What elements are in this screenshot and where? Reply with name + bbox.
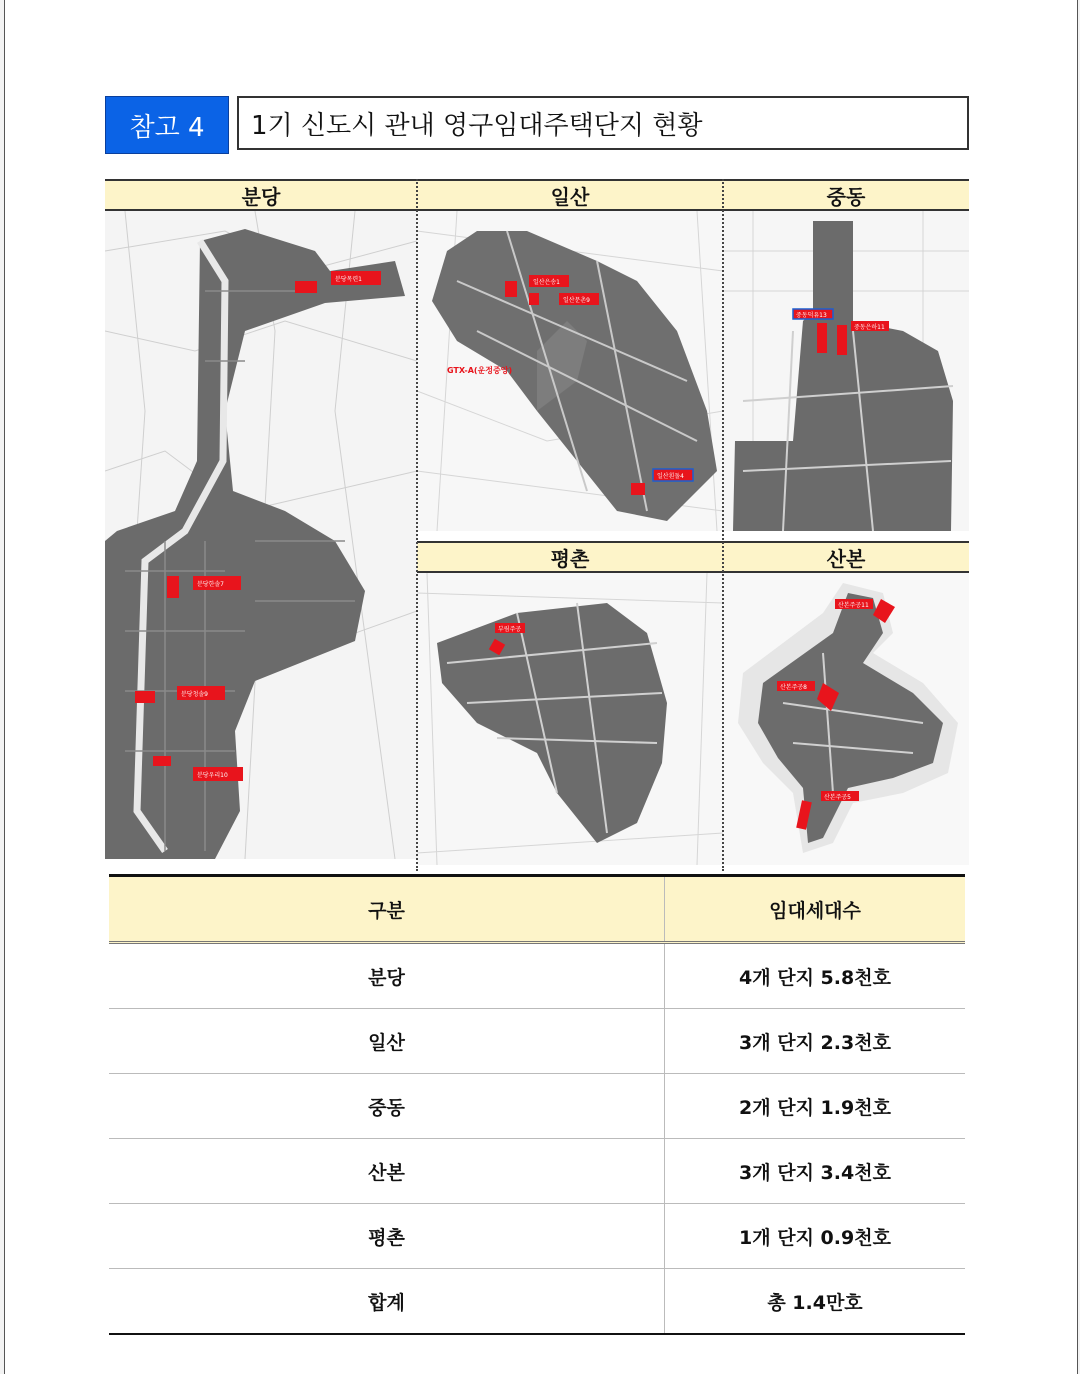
label-bundang-2: 분당한솔7 bbox=[197, 581, 225, 588]
marker-ilsan-3 bbox=[631, 483, 645, 495]
panel-divider-2 bbox=[722, 179, 724, 871]
map-jungdong-drawing bbox=[723, 211, 969, 531]
label-pyeongchon-1: 부림주공 bbox=[498, 626, 522, 633]
table-header-row bbox=[109, 876, 965, 943]
table-row bbox=[109, 1204, 965, 1269]
table-row bbox=[109, 1074, 965, 1139]
map-panel-bundang bbox=[105, 179, 417, 859]
map-panel-ilsan bbox=[417, 179, 723, 531]
map-title-ilsan: 일산 bbox=[417, 179, 723, 211]
cell-units: 3개 단지 2.3천호 bbox=[665, 1009, 966, 1074]
map-pyeongchon bbox=[417, 573, 723, 865]
marker-ilsan-1 bbox=[505, 281, 517, 297]
cell-region: 일산 bbox=[109, 1009, 665, 1074]
label-sanbon-1: 산본주공11 bbox=[838, 602, 869, 609]
cell-region: 산본 bbox=[109, 1139, 665, 1204]
reference-badge: 참고 4 bbox=[105, 96, 229, 154]
marker-bundang-1 bbox=[295, 281, 317, 293]
panel-divider-1 bbox=[416, 179, 418, 871]
label-jungdong-1: 중동덕유13 bbox=[796, 312, 827, 319]
map-sanbon bbox=[723, 573, 969, 865]
cell-region: 합계 bbox=[109, 1269, 665, 1335]
marker-bundang-4 bbox=[153, 756, 171, 766]
label-bundang-4: 분당우리10 bbox=[197, 772, 228, 779]
marker-bundang-2 bbox=[167, 576, 179, 598]
map-title-jungdong: 중동 bbox=[723, 179, 969, 211]
label-bundang-3: 분당청솔9 bbox=[181, 691, 209, 698]
label-jungdong-2: 중동은하11 bbox=[854, 324, 885, 331]
map-title-pyeongchon: 평촌 bbox=[417, 541, 723, 573]
cell-units: 4개 단지 5.8천호 bbox=[665, 943, 966, 1009]
map-bundang bbox=[105, 211, 417, 859]
map-jungdong bbox=[723, 211, 969, 531]
table-row-total bbox=[109, 1269, 965, 1335]
table-row bbox=[109, 943, 965, 1009]
cell-units: 1개 단지 0.9천호 bbox=[665, 1204, 966, 1269]
map-panel-jungdong bbox=[723, 179, 969, 531]
cell-region: 평촌 bbox=[109, 1204, 665, 1269]
map-panel-sanbon bbox=[723, 541, 969, 865]
cell-region: 중동 bbox=[109, 1074, 665, 1139]
label-ilsan-1: 일산은송1 bbox=[533, 279, 561, 286]
label-sanbon-2: 산본주공8 bbox=[780, 684, 808, 691]
label-sanbon-3: 산본주공5 bbox=[824, 794, 852, 801]
label-bundang-1: 분당목련1 bbox=[335, 276, 363, 283]
label-ilsan-2: 일산문촌9 bbox=[563, 297, 591, 304]
marker-bundang-3 bbox=[135, 691, 155, 703]
marker-ilsan-2 bbox=[529, 293, 539, 305]
title-row bbox=[105, 96, 973, 154]
map-bundang-drawing bbox=[105, 211, 417, 859]
table-row bbox=[109, 1009, 965, 1074]
cell-units: 2개 단지 1.9천호 bbox=[665, 1074, 966, 1139]
page-title: 1기 신도시 관내 영구임대주택단지 현황 bbox=[237, 96, 969, 150]
marker-jungdong-2 bbox=[837, 325, 847, 355]
marker-jungdong-1 bbox=[817, 323, 827, 353]
cell-region: 분당 bbox=[109, 943, 665, 1009]
map-title-bundang: 분당 bbox=[105, 179, 417, 211]
map-title-sanbon: 산본 bbox=[723, 541, 969, 573]
cell-units: 3개 단지 3.4천호 bbox=[665, 1139, 966, 1204]
map-ilsan bbox=[417, 211, 723, 531]
column-header-region: 구분 bbox=[109, 876, 665, 943]
rental-summary-table bbox=[109, 874, 965, 1335]
map-panel-pyeongchon bbox=[417, 541, 723, 865]
table-row bbox=[109, 1139, 965, 1204]
label-ilsan-3: 일산흰돌4 bbox=[657, 473, 685, 480]
map-pyeongchon-drawing bbox=[417, 573, 723, 865]
gtx-station-label: GTX-A(운정중앙) bbox=[447, 366, 513, 375]
map-ilsan-drawing bbox=[417, 211, 723, 531]
map-sanbon-drawing bbox=[723, 573, 969, 865]
column-header-units: 임대세대수 bbox=[665, 876, 966, 943]
document-page bbox=[4, 0, 1078, 1374]
cell-units: 총 1.4만호 bbox=[665, 1269, 966, 1335]
